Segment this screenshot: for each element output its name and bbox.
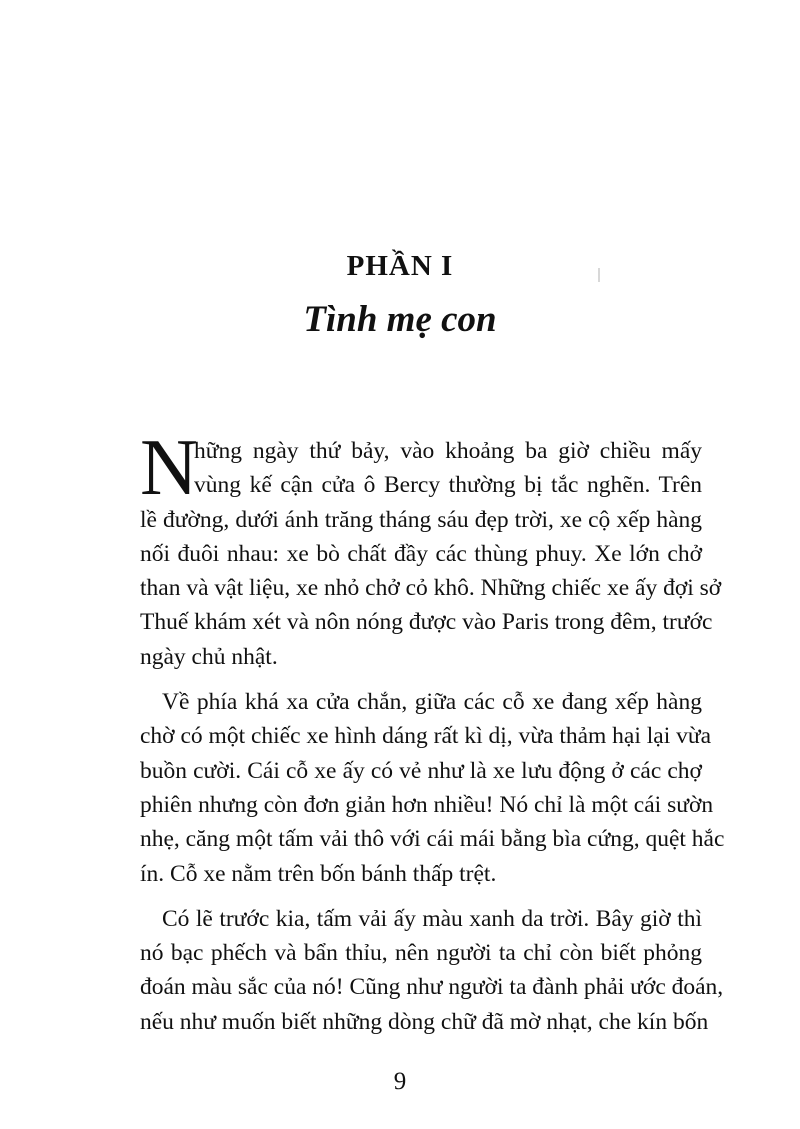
text-line: nhẹ, căng một tấm vải thô với cái mái bằng bìa cứng, quệt hắc	[140, 826, 725, 853]
text-line: nếu như muốn biết những dòng chữ đã mờ nhạt, che kín bốn	[140, 1008, 709, 1035]
paragraph-3	[140, 902, 724, 1039]
text-line: ín. Cỗ xe nằm trên bốn bánh thấp trệt.	[140, 860, 497, 887]
text-line: chờ có một chiếc xe hình dáng rất kì dị, vừa thảm hại lại vừa	[140, 723, 712, 750]
text-line: Có lẽ trước kia, tấm vải ấy màu xanh da trời. Bây giờ thì	[162, 905, 702, 932]
body-text	[140, 424, 725, 1039]
page-number: 9	[393, 1068, 407, 1095]
text-line: vùng kế cận cửa ô Bercy thường bị tắc nghẽn. Trên	[194, 472, 702, 499]
text-line: than và vật liệu, xe nhỏ chở cỏ khô. Những chiếc xe ấy đợi sở	[140, 575, 722, 602]
text-line: nó bạc phếch và bẩn thỉu, nên người ta chỉ còn biết phỏng	[140, 940, 702, 967]
paragraph-2	[140, 685, 725, 891]
text-line: Về phía khá xa cửa chắn, giữa các cỗ xe đang xếp hàng	[162, 689, 702, 716]
text-line: nối đuôi nhau: xe bò chất đầy các thùng phuy. Xe lớn chở	[140, 540, 702, 567]
text-line: đoán màu sắc của nó! Cũng như người ta đành phải ước đoán,	[140, 974, 724, 1001]
text-line: Thuế khám xét và nôn nóng được vào Paris trong đêm, trước	[140, 609, 713, 636]
chapter-title: Tình mẹ con	[303, 299, 497, 340]
text-line: ngày chủ nhật.	[140, 643, 278, 670]
text-line: buồn cười. Cái cỗ xe ấy có vẻ như là xe lưu động ở các chợ	[140, 757, 702, 784]
part-heading: PHẦN I	[346, 250, 454, 282]
text-line: hững ngày thứ bảy, vào khoảng ba giờ chiều mấy	[194, 438, 702, 464]
text-line: lề đường, dưới ánh trăng tháng sáu đẹp trời, xe cộ xếp hàng	[140, 506, 702, 533]
drop-cap: N	[140, 424, 198, 512]
text-line: phiên nhưng còn đơn giản hơn nhiều! Nó chỉ là một cái sườn	[140, 791, 714, 818]
paragraph-1	[140, 424, 722, 674]
